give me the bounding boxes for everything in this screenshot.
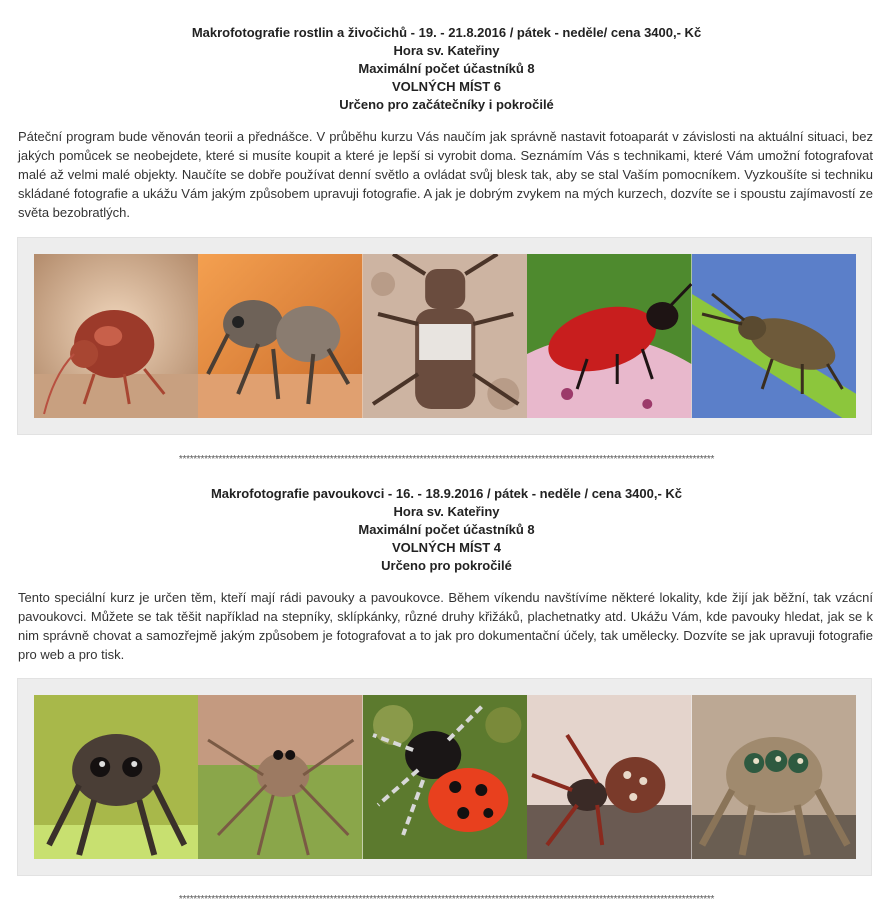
course2-capacity: Maximální počet účastníků 8	[358, 522, 535, 537]
separator-2: *****************************************************************************************************************************************************	[178, 894, 715, 905]
course2-location: Hora sv. Kateřiny	[393, 504, 500, 519]
course2-gallery	[17, 678, 872, 876]
jumping-spider-eyes-photo[interactable]	[692, 695, 856, 859]
bronze-beetle-photo[interactable]	[692, 254, 856, 418]
course2-header	[0, 485, 893, 575]
course2-photo-strip	[34, 695, 856, 859]
red-beetle-photo[interactable]	[527, 254, 691, 418]
dotted-spider-photo[interactable]	[527, 695, 691, 859]
course1-photo-strip	[34, 254, 856, 418]
course2-title: Makrofotografie pavoukovci - 16. - 18.9.2016 / pátek - neděle / cena 3400,- Kč	[210, 486, 683, 501]
harvestman-spider-photo[interactable]	[198, 695, 362, 859]
ladybird-spider-photo[interactable]	[363, 695, 527, 859]
jumping-spider-closeup-photo[interactable]	[34, 695, 198, 859]
separator-1: *****************************************************************************************************************************************************	[178, 454, 715, 465]
course1-header	[0, 24, 893, 114]
course1-free-spots: VOLNÝCH MÍST 6	[391, 79, 502, 94]
course1-gallery	[17, 237, 872, 435]
course2-free-spots: VOLNÝCH MÍST 4	[391, 540, 502, 555]
course1-title: Makrofotografie rostlin a živočichů - 19. - 21.8.2016 / pátek - neděle/ cena 3400,- Kč	[191, 25, 702, 40]
course2-description: Tento speciální kurz je určen těm, kteří mají rádi pavouky a pavoukovce. Během víkendu navštívíme některé lokality, kde žijí jak běžní, tak vzácní pavoukovci. Můžete se tak těšit například na stepníky, sklípkánky, různé druhy křižáků, plachetnatky atd. Ukážu Vám, kde pavouky hledat, jak se k nim správně chovat a samozřejmě jakým způsobem je fotografovat a to jak pro dokumentační účely, tak umělecky. Dozvíte se jak upravuji fotografie pro web a pro tisk.	[18, 590, 873, 662]
course1-location: Hora sv. Kateřiny	[393, 43, 500, 58]
springtail-photo[interactable]	[34, 254, 198, 418]
course1-level: Určeno pro začátečníky i pokročilé	[339, 97, 554, 112]
jumping-spider-photo[interactable]	[198, 254, 362, 418]
course1-capacity: Maximální počet účastníků 8	[358, 61, 535, 76]
course1-description: Páteční program bude věnován teorii a přednášce. V průběhu kurzu Vás naučím jak správně nastavit fotoaparát v závislosti na aktuální situaci, bez jakých pomůcek se neobejdete, které si musíte koupit a které je lepší si vyrobit doma. Seznámím Vás s technikami, které Vám umožní fotografovat malé až velmi malé objekty. Naučíte se dobře používat denní světlo a ovládat svůj blesk tak, aby se stal Vaším pomocníkem. Vyzkoušíte si techniku skládané fotografie a ukážu Vám jakým způsobem upravuji fotografie. A jak je dobrým zvykem na mých kurzech, dozvíte se i spoustu zajímavostí ze světa bezobratlých.	[18, 129, 873, 220]
longhorn-beetle-photo[interactable]	[363, 254, 527, 418]
course2-level: Určeno pro pokročilé	[381, 558, 512, 573]
